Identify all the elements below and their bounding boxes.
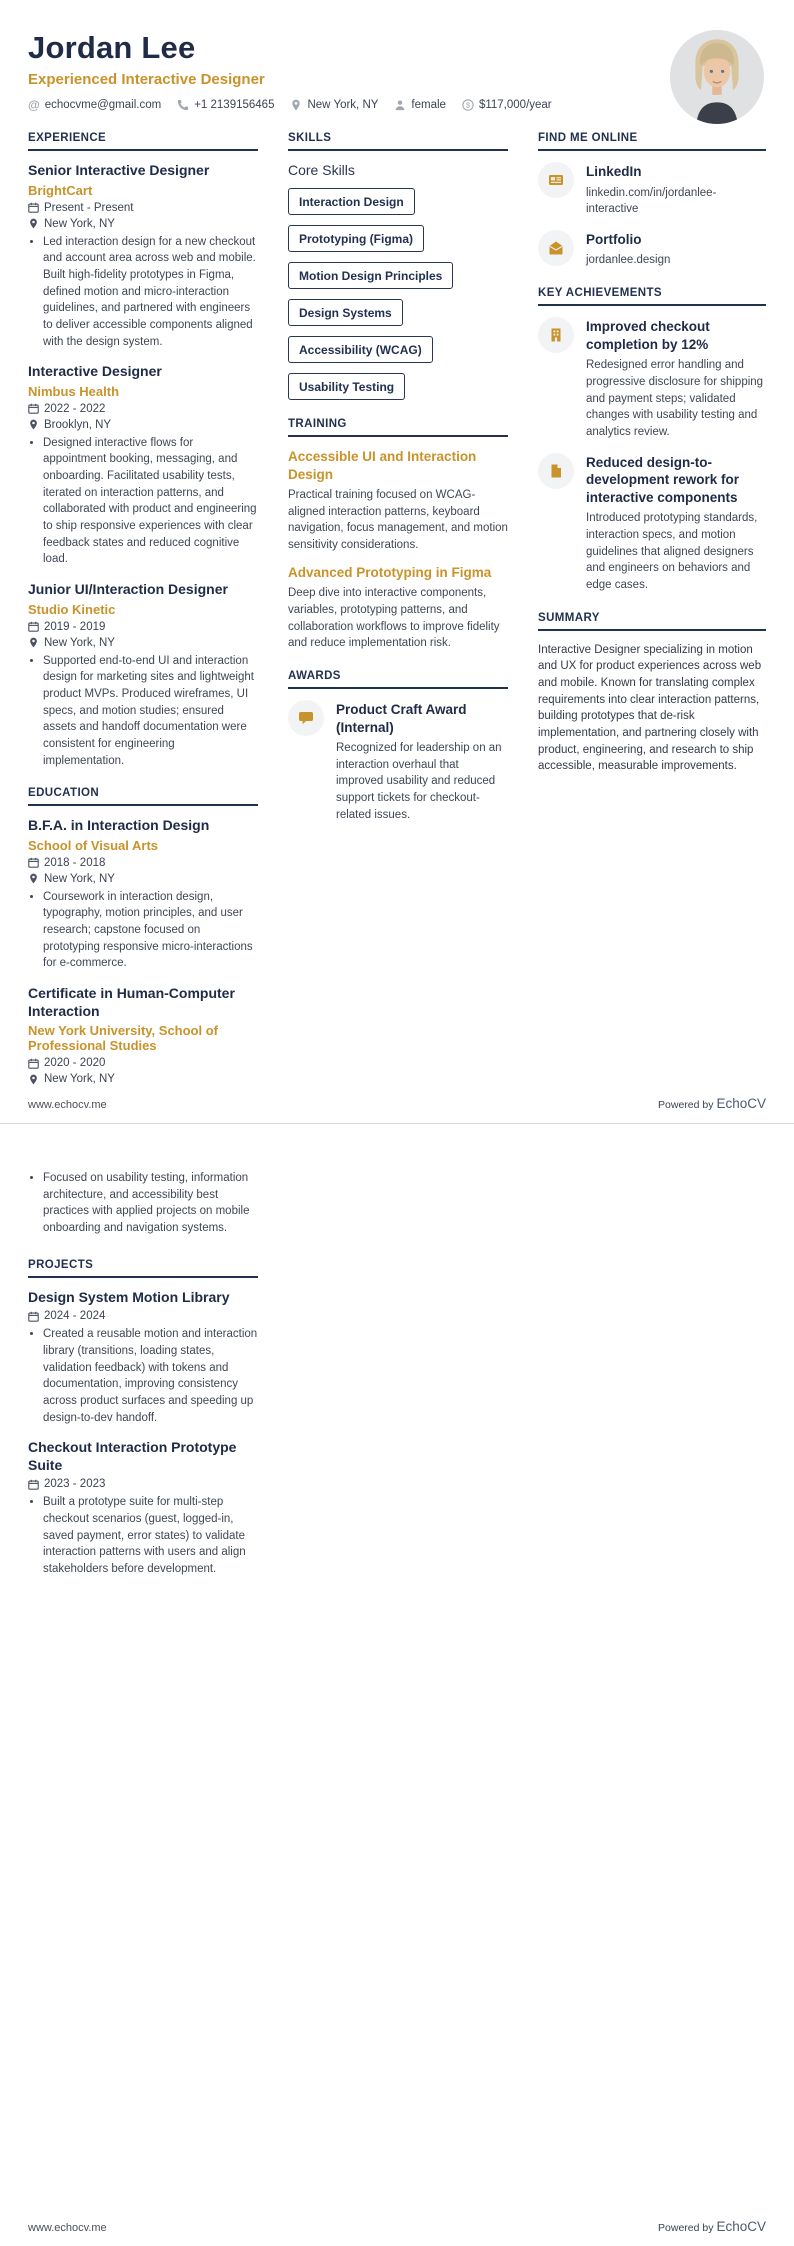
job-location: New York, NY	[28, 637, 258, 649]
experience-bullet: • Led interaction design for a new checkout and account area across web and mobile. Built high-fidelity prototypes in Figma, defined motion and micro-interaction guidelines, and partnered with engineers to deliver accessible components aligned with the design system.	[43, 234, 258, 351]
project-title: Design System Motion Library	[28, 1288, 230, 1305]
location-pin-icon	[28, 1074, 39, 1085]
project-entry	[28, 1289, 258, 1427]
middle-column	[288, 132, 508, 841]
achievement-title: Reduced design-to-development rework for interactive components	[586, 454, 740, 505]
calendar-icon	[28, 857, 39, 868]
job-location: Brooklyn, NY	[28, 419, 258, 431]
left-column	[28, 1170, 258, 1596]
skills-heading: SKILLS	[288, 132, 508, 151]
contact-email-text: echocvme@gmail.com	[44, 99, 162, 111]
email-icon: @	[28, 98, 40, 112]
contact-salary	[462, 99, 552, 111]
job-title: Interactive Designer	[28, 363, 162, 380]
document-icon	[538, 453, 574, 489]
section-skills	[288, 132, 508, 400]
speech-bubble-icon	[288, 700, 324, 736]
online-profile-label: LinkedIn	[586, 164, 642, 179]
portfolio-envelope-icon	[538, 230, 574, 266]
achievement-item	[538, 453, 766, 594]
company-name: Nimbus Health	[28, 383, 120, 399]
location-pin-icon	[28, 873, 39, 884]
training-desc: Deep dive into interactive components, variables, prototyping patterns, and collaboration workflows to improve fidelity and reduce implementation risk.	[288, 587, 500, 650]
right-column	[538, 132, 766, 793]
candidate-headline: Experienced Interactive Designer	[28, 71, 265, 88]
training-desc: Practical training focused on WCAG-aligned interaction patterns, keyboard navigation, focus management, and motion sensitivity considerations.	[288, 489, 508, 552]
section-experience	[28, 132, 258, 769]
contact-phone	[177, 99, 274, 111]
achievement-desc: Introduced prototyping standards, interaction specs, and motion guidelines that aligned designers and engineers on behaviors and edge cases.	[586, 512, 758, 591]
skill-tag: Prototyping (Figma)	[288, 225, 424, 252]
training-item	[288, 448, 508, 554]
location-pin-icon	[28, 218, 39, 229]
phone-icon	[177, 99, 189, 111]
calendar-icon	[28, 1058, 39, 1069]
award-item	[288, 700, 508, 823]
date-range: 2020 - 2020	[28, 1057, 258, 1069]
training-title: Accessible UI and Interaction Design	[288, 449, 477, 482]
project-entry	[28, 1439, 258, 1577]
contact-gender	[394, 99, 446, 111]
training-heading: TRAINING	[288, 418, 508, 437]
date-range: 2019 - 2019	[28, 621, 258, 633]
education-entry	[28, 985, 258, 1085]
experience-entry	[28, 581, 258, 769]
calendar-icon	[28, 1479, 39, 1490]
achievement-desc: Redesigned error handling and progressive disclosure for shipping and payment steps; validated changes with usability testing and analytics review.	[586, 359, 764, 438]
find-me-online-heading: FIND ME ONLINE	[538, 132, 766, 151]
experience-bullet: • Supported end-to-end UI and interaction design for marketing sites and lightweight product MVPs. Produced wireframes, UI specs, and motion studies; ensured assets and handoff documentation were consistent for engineering implementation.	[43, 653, 258, 770]
school-name: New York University, School of Professional Studies	[28, 1023, 218, 1054]
company-name: BrightCart	[28, 182, 93, 198]
key-achievements-heading: KEY ACHIEVEMENTS	[538, 287, 766, 306]
online-profile-item	[538, 162, 766, 218]
footer-site-link[interactable]: www.echocv.me	[28, 1099, 107, 1111]
skill-tag: Design Systems	[288, 299, 403, 326]
location-pin-icon	[290, 99, 302, 111]
contact-location-text: New York, NY	[307, 99, 379, 111]
job-title: Junior UI/Interaction Designer	[28, 581, 228, 598]
award-desc: Recognized for leadership on an interaction overhaul that improved usability and reduced support tickets for checkout-related issues.	[336, 742, 502, 821]
page-footer	[28, 1095, 766, 1113]
achievement-title: Improved checkout completion by 12%	[586, 319, 710, 352]
footer-powered: Powered by EchoCV	[658, 1096, 766, 1111]
online-profile-item	[538, 230, 766, 269]
resume-page-2	[0, 1123, 794, 2246]
online-profile-label: Portfolio	[586, 231, 642, 247]
experience-entry	[28, 363, 258, 568]
training-title: Advanced Prototyping in Figma	[288, 564, 492, 580]
school-location: New York, NY	[28, 873, 258, 885]
online-profile-url[interactable]: jordanlee.design	[586, 254, 671, 267]
calendar-icon	[28, 403, 39, 414]
degree-title: B.F.A. in Interaction Design	[28, 817, 210, 834]
experience-heading: EXPERIENCE	[28, 132, 258, 151]
calendar-icon	[28, 202, 39, 213]
contact-location	[290, 99, 378, 111]
education-entry	[28, 817, 258, 972]
location-pin-icon	[28, 419, 39, 430]
online-profile-url[interactable]: linkedin.com/in/jordanlee-interactive	[586, 186, 717, 216]
dollar-icon	[462, 99, 474, 111]
project-bullet: • Created a reusable motion and interaction library (transitions, loading states, validation feedback) with tokens and documentation, improving consistency across product surfaces and speeding up design-to-dev handoff.	[43, 1326, 258, 1426]
skill-tag: Interaction Design	[288, 188, 415, 215]
school-location: New York, NY	[28, 1073, 258, 1085]
date-range: 2024 - 2024	[28, 1310, 258, 1322]
skill-tag: Usability Testing	[288, 373, 405, 400]
achievement-item	[538, 317, 766, 440]
location-pin-icon	[28, 637, 39, 648]
education-entry-continuation	[28, 1170, 258, 1237]
experience-bullet: • Designed interactive flows for appointment booking, messaging, and onboarding. Facilitated usability tests, iterated on interaction patterns, and collaborated with product and engineering to ship responsive experiences with clear feedback states and reduced cognitive load.	[43, 435, 258, 568]
skills-group-title: Core Skills	[288, 162, 355, 178]
svg-text:$: $	[465, 100, 470, 110]
company-name: Studio Kinetic	[28, 601, 116, 617]
date-range: 2023 - 2023	[28, 1478, 258, 1490]
echocv-brand: EchoCV	[716, 2219, 766, 2234]
candidate-name: Jordan Lee	[28, 30, 196, 65]
summary-heading: SUMMARY	[538, 612, 766, 631]
degree-title: Certificate in Human-Computer Interaction	[28, 985, 235, 1019]
left-column	[28, 132, 258, 1103]
skill-tag: Accessibility (WCAG)	[288, 336, 433, 363]
section-find-me-online	[538, 132, 766, 269]
date-range: 2018 - 2018	[28, 857, 258, 869]
section-education	[28, 787, 258, 1085]
contact-gender-text: female	[411, 99, 446, 111]
echocv-brand: EchoCV	[716, 1096, 766, 1111]
linkedin-icon	[538, 162, 574, 198]
section-training	[288, 418, 508, 652]
skill-tag: Motion Design Principles	[288, 262, 453, 289]
training-item	[288, 564, 508, 652]
project-title: Checkout Interaction Prototype Suite	[28, 1439, 237, 1473]
school-name: School of Visual Arts	[28, 837, 159, 853]
footer-powered: Powered by EchoCV	[658, 2219, 766, 2234]
footer-site-link[interactable]: www.echocv.me	[28, 2222, 107, 2234]
section-projects	[28, 1259, 258, 1578]
section-key-achievements	[538, 287, 766, 593]
job-location: New York, NY	[28, 218, 258, 230]
summary-text: Interactive Designer specializing in motion and UX for product experiences across web and mobile. Known for translating complex requirements into clear interaction patterns, building prototypes that de-risk implementation, and partnering closely with product, engineering, and research to ship accessible, measurable improvements.	[538, 643, 762, 773]
experience-entry	[28, 162, 258, 350]
date-range: Present - Present	[28, 202, 258, 214]
calendar-icon	[28, 1311, 39, 1322]
contact-salary-text: $117,000/year	[478, 99, 552, 111]
contact-email[interactable]	[28, 98, 161, 112]
calendar-icon	[28, 621, 39, 632]
profile-photo	[670, 30, 764, 124]
education-bullet: • Focused on usability testing, information architecture, and accessibility best practices with applied projects on mobile onboarding and navigation systems.	[43, 1170, 258, 1237]
person-icon	[394, 99, 406, 111]
job-title: Senior Interactive Designer	[28, 162, 210, 178]
award-title: Product Craft Award (Internal)	[336, 702, 467, 735]
date-range: 2022 - 2022	[28, 403, 258, 415]
section-summary	[538, 612, 766, 775]
building-icon	[538, 317, 574, 353]
contact-phone-text: +1 2139156465	[194, 99, 275, 111]
section-awards	[288, 670, 508, 823]
contact-row	[28, 98, 766, 112]
education-bullet: • Coursework in interaction design, typography, motion principles, and user research; capstone focused on prototyping responsive micro-interactions for e-commerce.	[43, 889, 258, 972]
resume-header	[28, 30, 766, 112]
projects-heading: PROJECTS	[28, 1259, 258, 1278]
awards-heading: AWARDS	[288, 670, 508, 689]
page-footer	[28, 2218, 766, 2236]
education-heading: EDUCATION	[28, 787, 258, 806]
project-bullet: • Built a prototype suite for multi-step checkout scenarios (guest, logged-in, saved payment, error states) to validate interaction patterns with users and align stakeholders before development.	[43, 1494, 258, 1577]
